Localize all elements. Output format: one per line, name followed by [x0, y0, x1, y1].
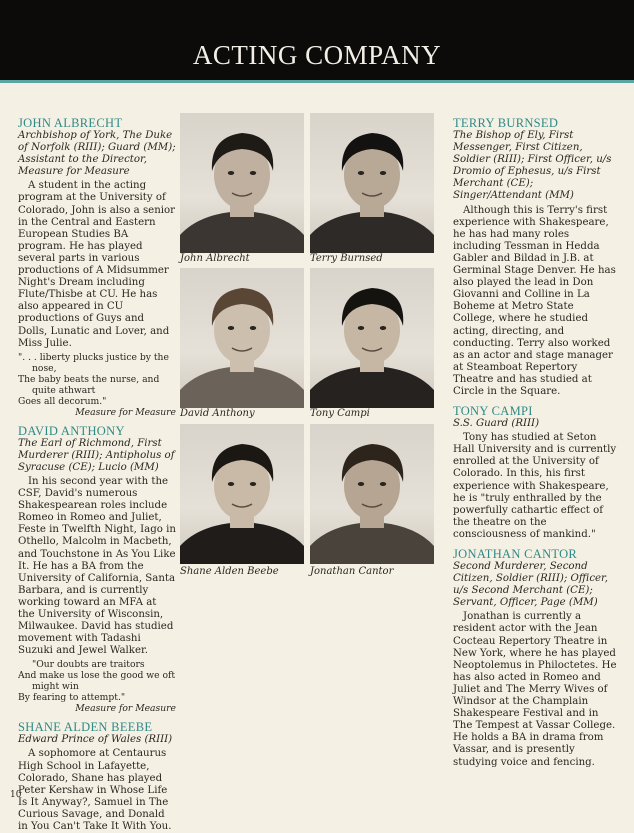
quote-line: "Our doubts are traitors	[32, 659, 145, 671]
quote-line: ". . . liberty plucks justice by the	[18, 351, 169, 363]
actor-name: SHANE ALDEN BEEBE	[18, 720, 153, 735]
portrait-shoulders	[180, 366, 304, 408]
portrait-image	[310, 424, 434, 564]
headshot-photo	[180, 424, 304, 564]
photo-caption: John Albrecht	[180, 253, 250, 264]
portrait-eye	[228, 326, 234, 330]
actor-name: JONATHAN CANTOR	[453, 547, 578, 561]
portrait-eye	[250, 482, 256, 486]
actor-bio: A sophomore at Centaurus High School in Lafayette, Colorado, Shane has played Peter Kershaw in Whose Life Is It Anyway?, Samuel in The Curious Savage, and Donald in You Can't Take It With You.	[18, 748, 172, 833]
headshot-photo	[310, 113, 434, 253]
actor-entry	[453, 404, 619, 541]
quote-line: quite athwart	[32, 384, 96, 396]
portrait-eye	[250, 326, 256, 330]
photo-caption: Terry Burnsed	[310, 253, 383, 264]
headshot-photo	[180, 268, 304, 408]
photo-caption: Jonathan Cantor	[310, 566, 394, 577]
actor-entry	[453, 547, 619, 769]
portrait-shoulders	[310, 366, 434, 408]
actor-roles: Second Murderer, Second Citizen, Soldier (RIII); Officer, u/s Second Merchant (CE); Servant, Officer, Page (MM)	[453, 561, 609, 609]
actor-entry	[453, 116, 619, 398]
actor-roles: The Earl of Richmond, First Murderer (RIII); Antipholus of Syracuse (CE); Lucio (MM)	[18, 437, 175, 473]
portrait-image	[180, 113, 304, 253]
portrait-eye	[380, 482, 386, 486]
portrait-shoulders	[310, 211, 434, 253]
actor-entry	[18, 720, 176, 833]
portrait-eye	[358, 482, 364, 486]
headshot-photo	[180, 113, 304, 253]
header-divider	[0, 80, 634, 83]
actor-roles: The Bishop of Ely, First Messenger, First Citizen, Soldier (RIII); First Officer, u/s Dromio of Ephesus, u/s First Merchant (CE); Singer/Attendant (MM)	[453, 130, 612, 202]
portrait-eye	[250, 171, 256, 175]
quote-line: The baby beats the nurse, and	[18, 373, 160, 385]
headshot-photo	[310, 424, 434, 564]
actor-bio: Tony has studied at Seton Hall University and is currently enrolled at the University of Colorado. In this, his first experience with Shakespeare, he is "truly enthralled by the powerfully cathartic effect of the theatre on the consciousness of mankind."	[453, 432, 617, 540]
quote-source: Measure for Measure	[75, 703, 176, 715]
photo-caption: David Anthony	[180, 408, 255, 419]
portrait-eye	[380, 171, 386, 175]
page-number: 10	[10, 790, 22, 800]
portrait-eye	[228, 171, 234, 175]
left-column	[18, 110, 176, 833]
quote-line: nose,	[32, 362, 57, 374]
actor-quote	[18, 352, 176, 418]
portrait-eye	[358, 326, 364, 330]
photo-caption: Tony Campi	[310, 408, 370, 419]
quote-source: Measure for Measure	[75, 406, 176, 418]
right-column	[453, 110, 619, 769]
headshot-photo	[310, 268, 434, 408]
quote-line: Goes all decorum."	[18, 395, 107, 407]
actor-bio: Although this is Terry's first experience with Shakespeare, he has had many roles including Tessman in Hedda Gabler and Bildad in J.B. at Germinal Stage Denver. He has also played the lead in Don Giovanni and Colline in La Boheme at Metro State College, where he studied acting, directing, and conducting. Terry also worked as an actor and stage manager at Steamboat Repertory Theatre and has studied at Circle in the Square.	[453, 204, 616, 397]
actor-roles: Archbishop of York, The Duke of Norfolk (RIII); Guard (MM); Assistant to the Director, Measure for Measure	[18, 130, 176, 178]
actor-quote	[18, 659, 176, 714]
actor-name: TERRY BURNSED	[453, 116, 559, 130]
portrait-shoulders	[180, 211, 304, 253]
portrait-image	[180, 424, 304, 564]
actor-roles: S.S. Guard (RIII)	[453, 418, 540, 430]
actor-bio: A student in the acting program at the University of Colorado, John is also a senior in the Central and Eastern European Studies BA program. He has played several parts in various productions of A Midsummer Night's Dream including Flute/Thisbe at CU. He has also appeared in CU productions of Guys and Dolls, Lunatic and Lover, and Miss Julie.	[18, 180, 176, 349]
actor-bio: In his second year with the CSF, David's numerous Shakespearean roles include Romeo in Romeo and Juliet, Feste in Twelfth Night, Iago in Othello, Malcolm in Macbeth, and Touchstone in As You Like It. He has a BA from the University of California, Santa Barbara, and is currently working toward an MFA at the University of Wisconsin, Milwaukee. David has studied movement with Tadashi Suzuki and Jewel Walker.	[18, 475, 176, 657]
portrait-image	[180, 268, 304, 408]
actor-name: DAVID ANTHONY	[18, 423, 125, 438]
actor-name: TONY CAMPI	[453, 404, 533, 419]
portrait-eye	[380, 326, 386, 330]
quote-line: And make us lose the good we oft	[18, 670, 176, 682]
page-title: ACTING COMPANY	[192, 40, 442, 70]
quote-line: By fearing to attempt."	[18, 692, 126, 704]
page-header	[0, 0, 634, 80]
actor-bio: Jonathan is currently a resident actor with the Jean Cocteau Repertory Theatre in New York, where he has played Neoptolemus in Philoctetes. He has also acted in Romeo and Juliet and The Merry Wives of Windsor at the Champlain Shakespeare Festival and in The Tempest at Vassar College. He holds a BA in drama from Vassar, and is presently studying voice and fencing.	[453, 611, 617, 768]
portrait-eye	[358, 171, 364, 175]
actor-entry	[18, 116, 176, 418]
photo-caption: Shane Alden Beebe	[180, 566, 279, 577]
portrait-shoulders	[310, 522, 434, 564]
portrait-eye	[228, 482, 234, 486]
portrait-image	[310, 113, 434, 253]
portrait-shoulders	[180, 522, 304, 564]
portrait-image	[310, 268, 434, 408]
actor-name: JOHN ALBRECHT	[18, 116, 123, 130]
quote-line: might win	[32, 681, 79, 693]
actor-roles: Edward Prince of Wales (RIII)	[18, 734, 173, 746]
actor-entry	[18, 424, 176, 715]
